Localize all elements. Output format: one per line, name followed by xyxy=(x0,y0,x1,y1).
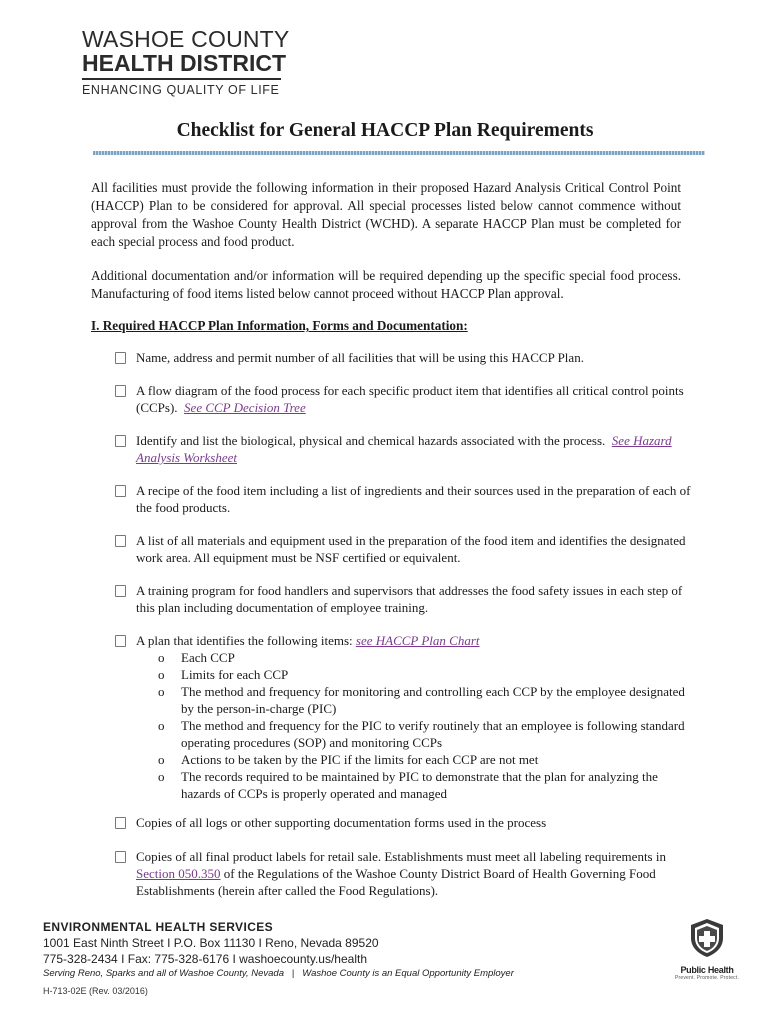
public-health-tagline: Prevent. Promote. Protect. xyxy=(674,975,740,981)
sub-bullet: o xyxy=(158,650,165,665)
item-text: A plan that identifies the following items: xyxy=(136,633,353,648)
public-health-label: Public Health xyxy=(680,965,734,975)
intro-paragraph-1: All facilities must provide the following information in their proposed Hazard Analysis Critical Control Point (HACCP) Plan to be considered for approval. All special processes listed below cannot commence without approval from the Washoe County Health District (WCHD). A separate HACCP Plan must be completed for each special process and food product. xyxy=(91,180,681,249)
section-050-350-link[interactable]: Section 050.350 xyxy=(136,866,221,881)
checkbox-icon[interactable] xyxy=(115,585,126,597)
org-name-line1: WASHOE COUNTY xyxy=(82,26,290,52)
footer-department: ENVIRONMENTAL HEALTH SERVICES xyxy=(43,920,274,934)
checklist-item-text xyxy=(136,848,696,899)
sub-list-item: o Each CCP xyxy=(158,650,235,665)
shield-icon xyxy=(689,918,725,958)
org-name-line2: HEALTH DISTRICT xyxy=(82,50,287,76)
intro-paragraph-2: Additional documentation and/or information will be required depending up the specific special food process. Manufacturing of food items listed below cannot proceed without HACCP Plan approval. xyxy=(91,268,681,301)
section-heading: I. Required HACCP Plan Information, Forms and Documentation: xyxy=(91,318,468,333)
item-text: of the Regulations of the Washoe County District Board of Health Governing Food Establishments (herein after called the Food Regulations). xyxy=(136,866,656,898)
sub-list-item: o Limits for each CCP xyxy=(158,667,289,682)
sub-bullet: o xyxy=(158,684,165,699)
page-title: Checklist for General HACCP Plan Requirements xyxy=(176,120,594,141)
checkbox-icon[interactable] xyxy=(115,817,126,829)
checklist-item-text xyxy=(136,432,696,466)
checklist-item-text: A training program for food handlers and supervisors that addresses the food safety issues in each step of this plan including documentation of employee training. xyxy=(136,583,683,615)
sub-list-item: o The method and frequency for the PIC to verify routinely that an employee is following standard operating procedures (SOP) and monitoring CCPs xyxy=(158,718,685,750)
title-divider xyxy=(93,151,705,155)
haccp-plan-chart-link[interactable]: see HACCP Plan Chart xyxy=(355,633,480,648)
footer-service-area: Serving Reno, Sparks and all of Washoe County, Nevada | Washoe County is an Equal Opportunity Employer xyxy=(43,968,514,979)
checklist-item-text xyxy=(136,382,696,416)
page-footer xyxy=(43,920,514,980)
form-number: H-713-02E (Rev. 03/2016) xyxy=(43,986,148,996)
checklist-item-text: Name, address and permit number of all facilities that will be using this HACCP Plan. xyxy=(136,350,584,365)
item-text: Identify and list the biological, physical and chemical hazards associated with the process. xyxy=(136,433,606,448)
item-text: A flow diagram of the food process for each specific product item that identifies all critical control points (CCPs). xyxy=(136,383,684,415)
checkbox-icon[interactable] xyxy=(115,635,126,647)
logo-divider xyxy=(82,78,281,80)
org-tagline: ENHANCING QUALITY OF LIFE xyxy=(82,83,280,97)
sub-list-item: o Actions to be taken by the PIC if the limits for each CCP are not met xyxy=(158,752,539,767)
hazard-analysis-worksheet-link[interactable]: See Hazard Analysis Worksheet xyxy=(136,433,672,465)
sub-bullet: o xyxy=(158,667,165,682)
org-logo xyxy=(82,27,289,97)
checklist-item-text xyxy=(136,632,696,802)
checkbox-icon[interactable] xyxy=(115,435,126,447)
checklist-item-text: A list of all materials and equipment used in the preparation of the food item and identifies the designated work area. All equipment must be NSF certified or equivalent. xyxy=(136,533,686,565)
checkbox-icon[interactable] xyxy=(115,535,126,547)
checklist-item-text: Copies of all logs or other supporting documentation forms used in the process xyxy=(136,815,547,830)
checkbox-icon[interactable] xyxy=(115,385,126,397)
checkbox-icon[interactable] xyxy=(115,851,126,863)
item-text: Copies of all final product labels for retail sale. Establishments must meet all labeling requirements in xyxy=(136,849,666,864)
footer-address: 1001 East Ninth Street I P.O. Box 11130 I Reno, Nevada 89520 xyxy=(43,936,379,950)
sub-bullet: o xyxy=(158,718,165,733)
sub-list-item: o The records required to be maintained by PIC to demonstrate that the plan for analyzing the hazards of CCPs is properly operated and managed xyxy=(158,769,658,801)
public-health-logo xyxy=(672,918,742,981)
sub-bullet: o xyxy=(158,752,165,767)
checkbox-icon[interactable] xyxy=(115,352,126,364)
sub-list-item: o The method and frequency for monitoring and controlling each CCP by the employee designated by the person-in-charge (PIC) xyxy=(158,684,685,716)
checklist-item-text: A recipe of the food item including a list of ingredients and their sources used in the preparation of each of the food products. xyxy=(136,483,691,515)
footer-contact: 775-328-2434 I Fax: 775-328-6176 I washoecounty.us/health xyxy=(43,952,367,966)
sub-bullet: o xyxy=(158,769,165,784)
checkbox-icon[interactable] xyxy=(115,485,126,497)
ccp-decision-tree-link[interactable]: See CCP Decision Tree xyxy=(184,400,306,415)
